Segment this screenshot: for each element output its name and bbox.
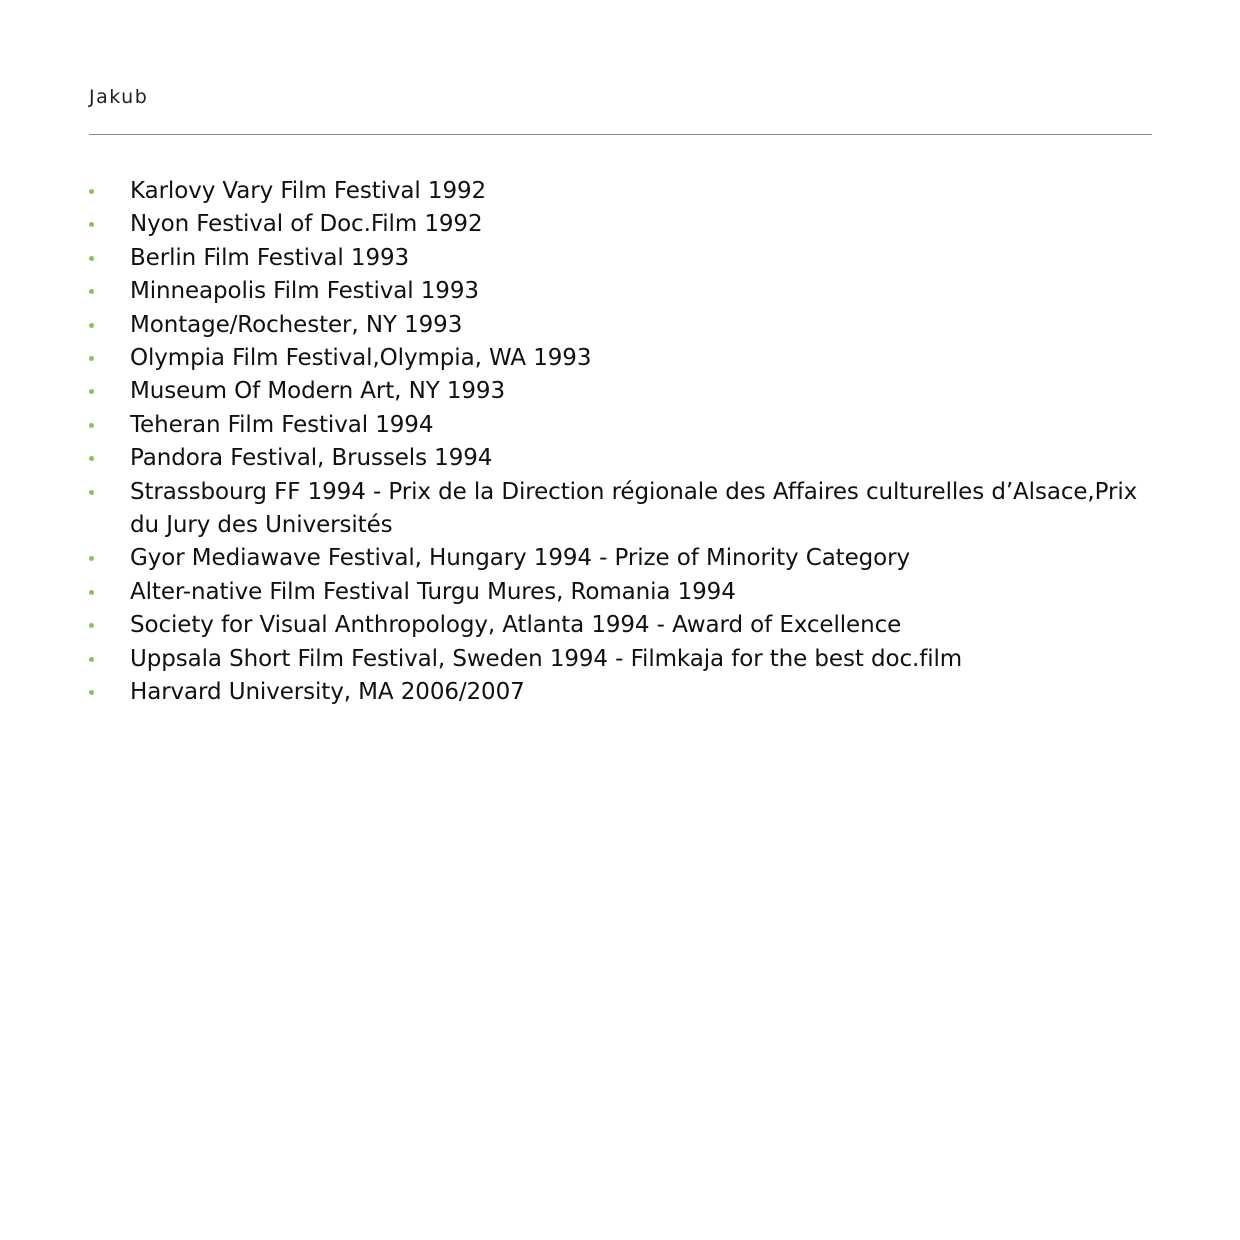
header-divider (89, 134, 1152, 135)
list-item-text: Uppsala Short Film Festival, Sweden 1994 - Filmkaja for the best doc.film (130, 645, 963, 672)
list-item-text: Minneapolis Film Festival 1993 (130, 278, 479, 305)
festival-list (89, 175, 1152, 710)
list-item-text: Society for Visual Anthropology, Atlanta 1994 - Award of Excellence (130, 612, 902, 639)
bullet-icon (89, 323, 94, 328)
list-item (89, 375, 1152, 408)
list-item-text: Berlin Film Festival 1993 (130, 244, 410, 271)
bullet-icon (89, 556, 94, 561)
page-title: Jakub (89, 86, 149, 108)
list-item-text: Teheran Film Festival 1994 (130, 411, 434, 438)
list-item (89, 242, 1152, 275)
bullet-icon (89, 623, 94, 628)
list-item (89, 643, 1152, 676)
list-item (89, 676, 1152, 709)
list-item (89, 609, 1152, 642)
bullet-icon (89, 490, 94, 495)
list-item-text: Pandora Festival, Brussels 1994 (130, 445, 493, 472)
list-item (89, 275, 1152, 308)
bullet-icon (89, 189, 94, 194)
list-item (89, 576, 1152, 609)
list-item (89, 309, 1152, 342)
bullet-icon (89, 356, 94, 361)
list-item (89, 409, 1152, 442)
list-item-text: Harvard University, MA 2006/2007 (130, 679, 525, 706)
list-item-text: Gyor Mediawave Festival, Hungary 1994 - Prize of Minority Category (130, 545, 910, 572)
list-item-text: Montage/Rochester, NY 1993 (130, 311, 463, 338)
list-item-text: Karlovy Vary Film Festival 1992 (130, 178, 487, 204)
list-item (89, 208, 1152, 241)
bullet-icon (89, 690, 94, 695)
bullet-icon (89, 590, 94, 595)
list-item-text: Alter-native Film Festival Turgu Mures, Romania 1994 (130, 578, 736, 605)
bullet-icon (89, 256, 94, 261)
bullet-icon (89, 657, 94, 662)
list-item-text: Museum Of Modern Art, NY 1993 (130, 378, 505, 405)
bullet-icon (89, 289, 94, 294)
list-item-text: Strassbourg FF 1994 - Prix de la Direction régionale des Affaires culturelles d’Alsace,Prix du Jury des Universités (130, 478, 1138, 539)
list-item-text: Olympia Film Festival,Olympia, WA 1993 (130, 345, 592, 372)
list-item (89, 542, 1152, 575)
list-item (89, 442, 1152, 475)
list-item (89, 476, 1152, 543)
list-item-text: Nyon Festival of Doc.Film 1992 (130, 211, 483, 238)
bullet-icon (89, 389, 94, 394)
bullet-icon (89, 456, 94, 461)
list-item (89, 175, 1152, 208)
bullet-icon (89, 222, 94, 227)
bullet-icon (89, 423, 94, 428)
list-item (89, 342, 1152, 375)
